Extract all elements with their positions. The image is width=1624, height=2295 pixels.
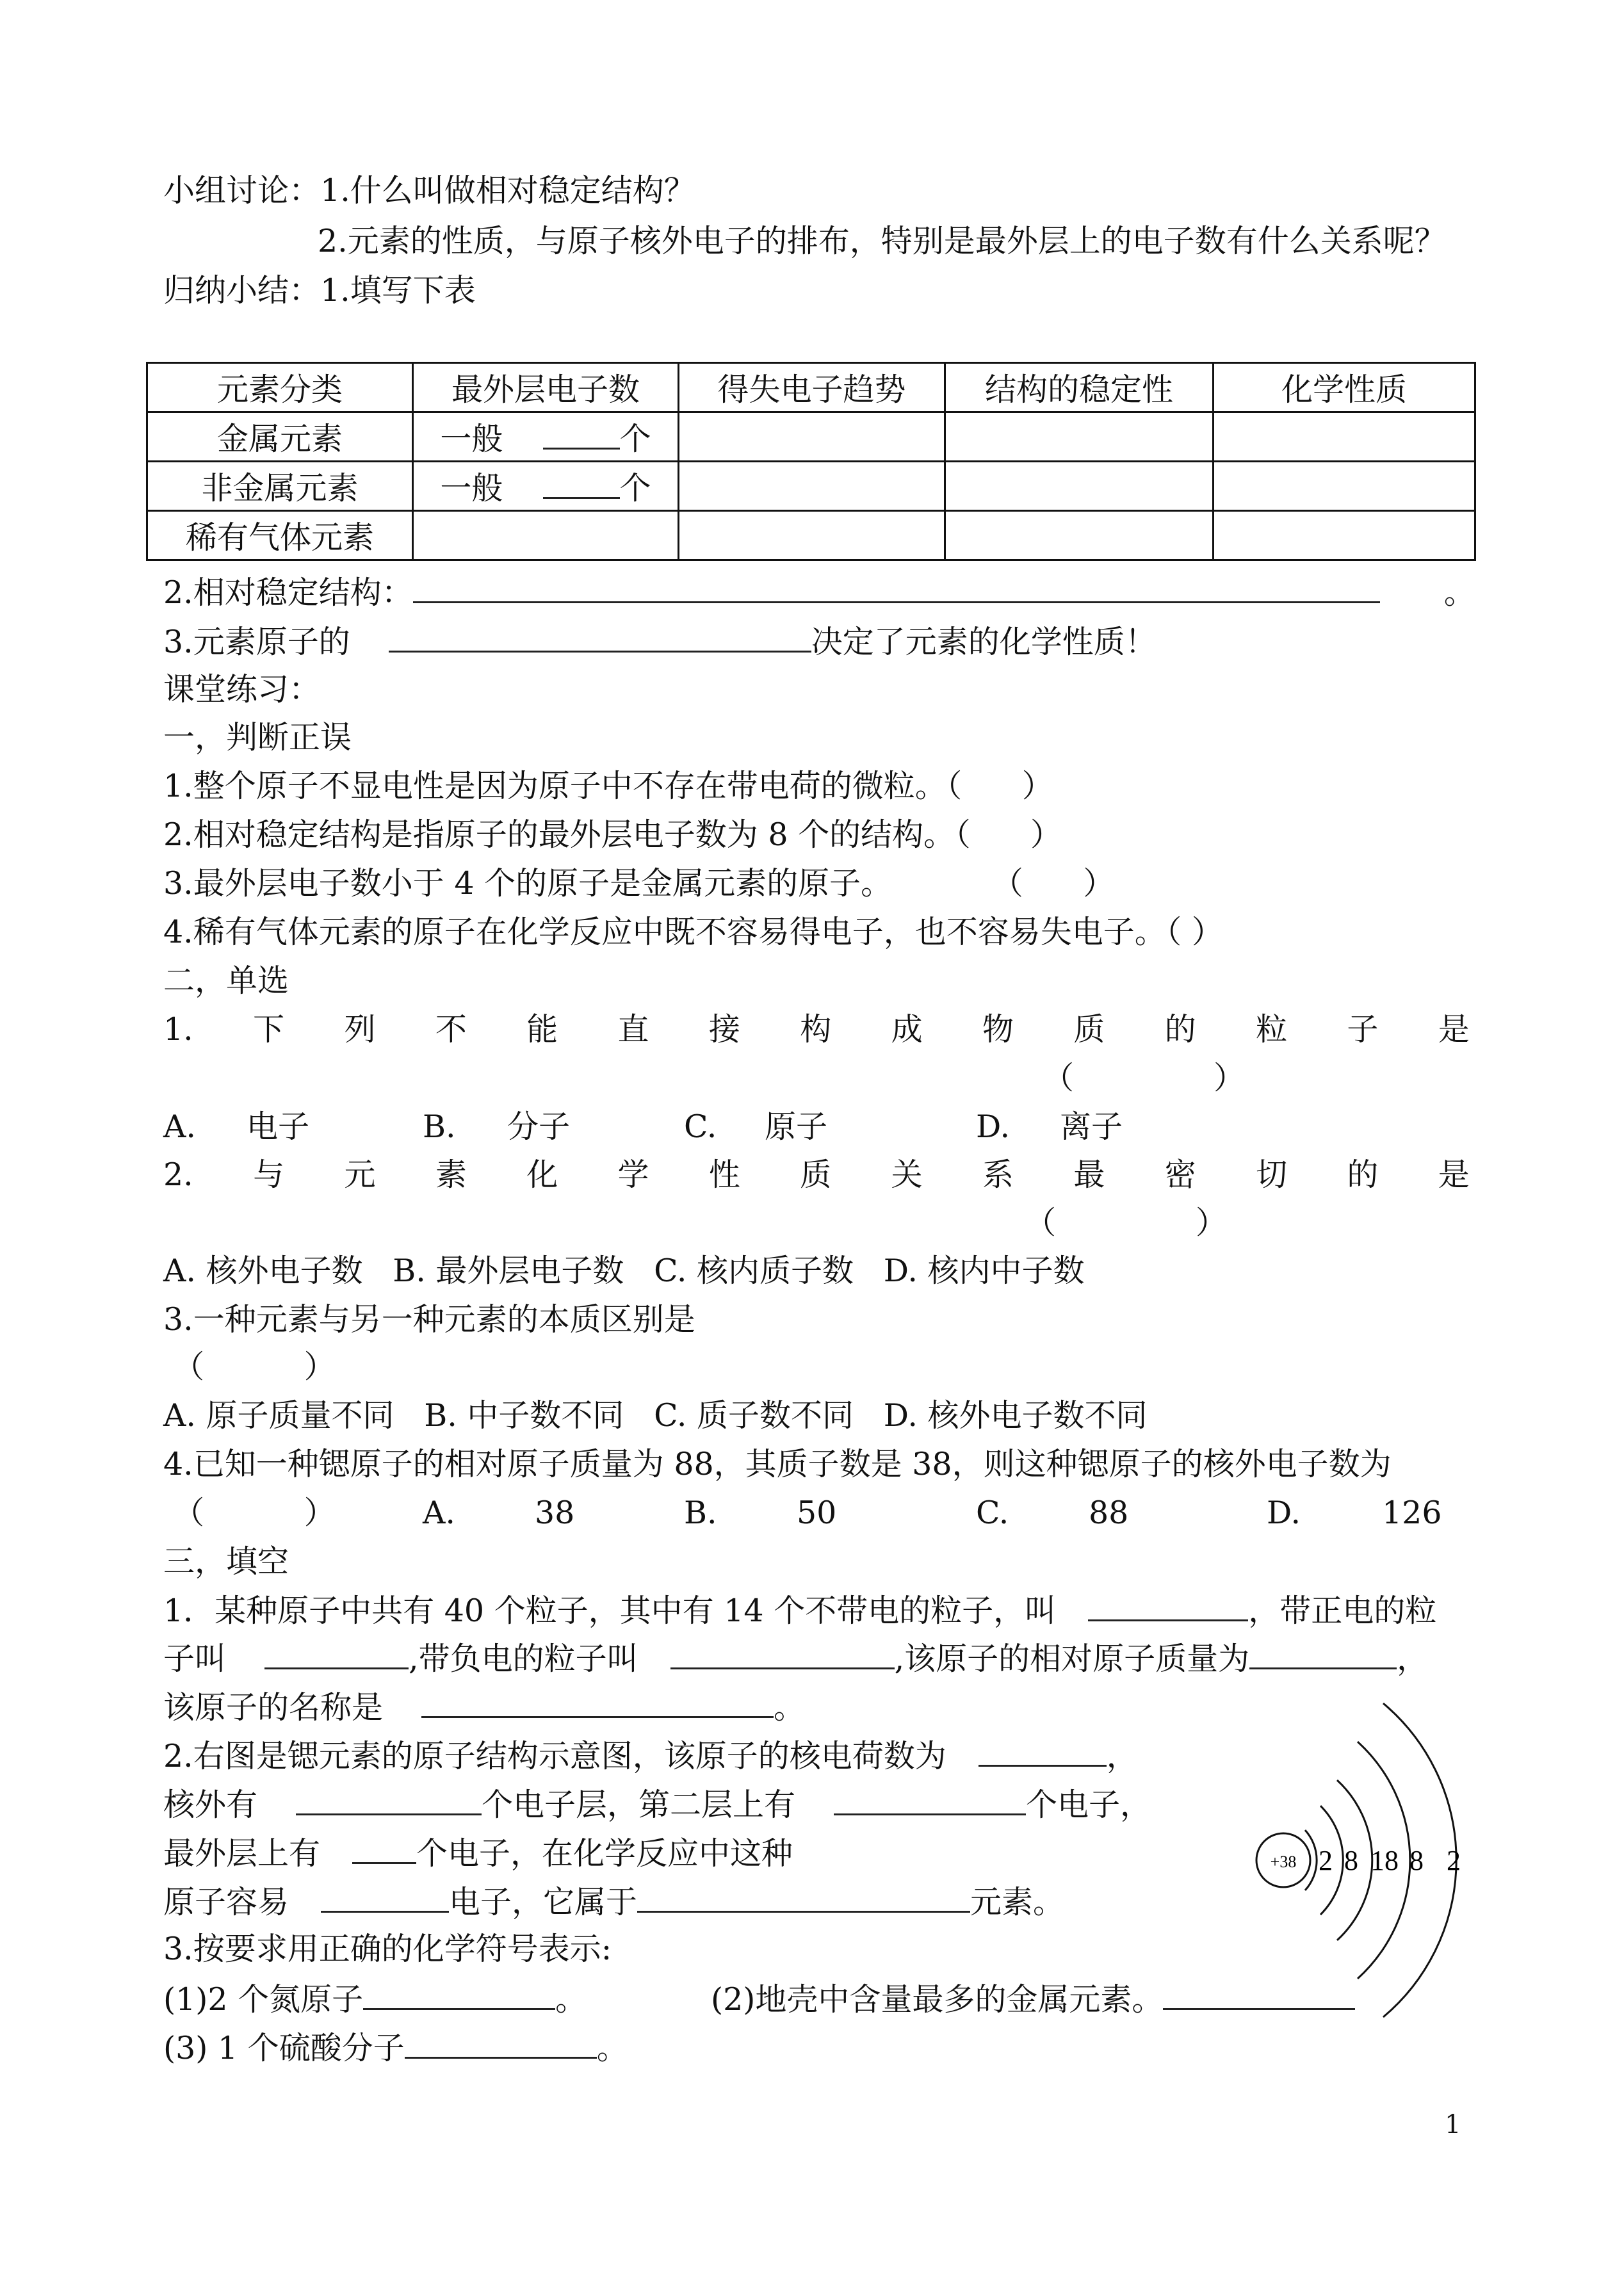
question-char: 粒 — [1256, 1011, 1288, 1048]
option-label: B. — [423, 1108, 456, 1145]
row-label: 金属元素 — [147, 412, 413, 462]
summary-heading: 归纳小结：1.填写下表 — [163, 272, 476, 309]
blank-line — [352, 1833, 416, 1864]
answer-paren: （ ） — [173, 1495, 336, 1531]
strontium-atom-diagram — [1230, 1691, 1498, 2049]
option-label: C. — [684, 1108, 717, 1145]
table-header: 得失电子趋势 — [679, 363, 945, 412]
discussion-question-2: 2.元素的性质，与原子核外电子的排布，特别是最外层上的电子数有什么关系呢？ — [318, 223, 1446, 259]
option-text: 离子 — [1060, 1108, 1123, 1145]
option-text: 原子 — [765, 1108, 828, 1145]
question-char: 化 — [526, 1156, 558, 1193]
blank-line — [834, 1784, 1026, 1815]
discussion-question-1: 1.什么叫做相对稳定结构？ — [320, 172, 695, 209]
true-false-item: 1.整个原子不显电性是因为原子中不存在带电荷的微粒。（ ） — [163, 768, 1053, 804]
shell-electron-count: 8 — [1344, 1845, 1358, 1876]
question-char: 与 — [253, 1156, 285, 1193]
section-2-title: 二，单选 — [163, 962, 289, 999]
option-text: 分子 — [507, 1108, 571, 1145]
shell-electron-count: 8 — [1409, 1845, 1424, 1876]
discussion-label: 小组讨论： — [163, 172, 321, 209]
summary-item-3: 3.元素原子的 决定了元素的化学性质！ — [163, 621, 1157, 661]
option-label: B. — [684, 1495, 717, 1531]
question-char: 学 — [617, 1156, 649, 1193]
discussion-line-1 — [163, 172, 695, 210]
blank-line — [543, 467, 620, 499]
shell-electron-count: 18 — [1370, 1845, 1399, 1876]
outer-electron-count-cell: 一般 个 — [413, 462, 679, 511]
table-cell — [679, 462, 945, 511]
question-char: 构 — [800, 1011, 832, 1048]
choice-question-3: 3.一种元素与另一种元素的本质区别是 — [163, 1301, 695, 1338]
blank-line — [543, 418, 620, 450]
blank-line — [978, 1735, 1107, 1767]
fill-question-1-line-2: 子叫 ,带负电的粒子叫 ,该原子的相对原子质量为 ， — [163, 1638, 1428, 1678]
question-char: 的 — [1164, 1011, 1196, 1048]
choice-question-2 — [163, 1156, 1470, 1194]
question-char: 子 — [1347, 1011, 1379, 1048]
question-char: 的 — [1347, 1156, 1379, 1193]
table-header-row — [147, 363, 1475, 412]
question-char: 是 — [1438, 1011, 1470, 1048]
row-label: 非金属元素 — [147, 462, 413, 511]
blank-line — [321, 1881, 449, 1913]
table-cell — [945, 462, 1214, 511]
blank-line — [264, 1638, 409, 1669]
summary-item-2: 2.相对稳定结构： 。 — [163, 572, 1475, 612]
question-char: 列 — [344, 1011, 376, 1048]
option-text: 50 — [797, 1495, 837, 1531]
table-cell — [679, 412, 945, 462]
question-char: 下 — [253, 1011, 285, 1048]
blank-line — [1088, 1590, 1248, 1621]
answer-paren: （ ） — [1025, 1204, 1228, 1241]
question-char: 质 — [800, 1156, 832, 1193]
question-char: 素 — [435, 1156, 467, 1193]
outer-electron-count-cell: 一般 个 — [413, 412, 679, 462]
fill-question-2-line-1: 2.右图是锶元素的原子结构示意图，该原子的核电荷数为 ， — [163, 1735, 1138, 1776]
section-1-title: 一，判断正误 — [163, 719, 352, 756]
option-text: 126 — [1382, 1495, 1442, 1531]
table-row — [147, 412, 1475, 462]
fill-question-3-a: (1)2 个氮原子 。 — [163, 1979, 587, 2019]
section-3-title: 三，填空 — [163, 1543, 289, 1580]
question-char: 1. — [163, 1011, 193, 1048]
blank-line — [296, 1784, 482, 1815]
option-text: 88 — [1089, 1495, 1129, 1531]
blank-line — [363, 1979, 555, 2010]
table-cell — [1214, 412, 1475, 462]
blank-line — [413, 572, 1380, 603]
question-char: 性 — [708, 1156, 740, 1193]
option-text: 38 — [535, 1495, 575, 1531]
option-label: D. — [1267, 1495, 1301, 1531]
table-cell — [945, 511, 1214, 560]
question-char: 物 — [982, 1011, 1014, 1048]
fill-question-3-title: 3.按要求用正确的化学符号表示: — [163, 1931, 612, 1967]
question-char: 密 — [1164, 1156, 1196, 1193]
table-cell — [413, 511, 679, 560]
table-row — [147, 511, 1475, 560]
question-char: 是 — [1438, 1156, 1470, 1193]
blank-line — [637, 1881, 970, 1913]
question-char: 直 — [617, 1011, 649, 1048]
choice-options: A. 原子质量不同 B. 中子数不同 C. 质子数不同 D. 核外电子数不同 — [163, 1397, 1148, 1434]
true-false-item: 4.稀有气体元素的原子在化学反应中既不容易得电子，也不容易失电子。（ ） — [163, 914, 1223, 950]
question-char: 最 — [1073, 1156, 1105, 1193]
practice-title: 课堂练习： — [163, 671, 321, 708]
option-label: D. — [976, 1108, 1011, 1145]
blank-line — [1249, 1638, 1397, 1669]
table-cell — [679, 511, 945, 560]
question-char: 关 — [891, 1156, 923, 1193]
shell-electron-count: 2 — [1447, 1845, 1461, 1876]
option-text: 电子 — [247, 1108, 310, 1145]
table-cell — [945, 412, 1214, 462]
question-char: 不 — [435, 1011, 467, 1048]
question-char: 质 — [1073, 1011, 1105, 1048]
fill-question-1-line-1: 1．某种原子中共有 40 个粒子，其中有 14 个不带电的粒子，叫 ，带正电的粒 — [163, 1590, 1436, 1630]
answer-paren: （ ） — [1043, 1060, 1246, 1096]
table-header: 元素分类 — [147, 363, 413, 412]
shell-electron-count: 2 — [1319, 1845, 1333, 1876]
question-char: 切 — [1256, 1156, 1288, 1193]
choice-question-4: 4.已知一种锶原子的相对原子质量为 88，其质子数是 38，则这种锶原子的核外电子数为 — [163, 1446, 1392, 1482]
table-header: 化学性质 — [1214, 363, 1475, 412]
table-row — [147, 462, 1475, 511]
fill-question-2-line-4: 原子容易 电子，它属于 元素。 — [163, 1881, 1064, 1922]
question-char: 成 — [891, 1011, 923, 1048]
true-false-item: 2.相对稳定结构是指原子的最外层电子数为 8 个的结构。（ ） — [163, 816, 1062, 853]
question-char: 2. — [163, 1156, 193, 1193]
true-false-item: 3.最外层电子数小于 4 个的原子是金属元素的原子。 （ ） — [163, 865, 1115, 902]
fill-question-3-c: (3) 1 个硫酸分子 。 — [163, 2027, 628, 2068]
question-char: 元 — [344, 1156, 376, 1193]
blank-line — [389, 621, 811, 653]
answer-paren: （ ） — [173, 1349, 336, 1385]
option-label: C. — [976, 1495, 1009, 1531]
option-label: A. — [163, 1108, 196, 1145]
question-char: 能 — [526, 1011, 558, 1048]
page-number: 1 — [1445, 2110, 1461, 2139]
question-char: 接 — [708, 1011, 740, 1048]
question-char: 系 — [982, 1156, 1014, 1193]
table-cell — [1214, 511, 1475, 560]
blank-line — [421, 1687, 774, 1718]
row-label: 稀有气体元素 — [147, 511, 413, 560]
choice-question-1 — [163, 1010, 1470, 1049]
fill-question-2-line-3: 最外层上有 个电子，在化学反应中这种 — [163, 1833, 793, 1873]
fill-question-3-b: (2)地壳中含量最多的金属元素。 — [711, 1979, 1355, 2019]
fill-question-1-line-3: 该原子的名称是 。 — [163, 1687, 805, 1727]
choice-options: A. 核外电子数 B. 最外层电子数 C. 核内质子数 D. 核内中子数 — [163, 1253, 1085, 1289]
nucleus-charge: +38 — [1270, 1853, 1297, 1871]
table-header: 最外层电子数 — [413, 363, 679, 412]
element-classification-table — [146, 362, 1476, 561]
table-header: 结构的稳定性 — [945, 363, 1214, 412]
blank-line — [670, 1638, 895, 1669]
fill-question-2-line-2: 核外有 个电子层，第二层上有 个电子， — [163, 1784, 1151, 1824]
table-cell — [1214, 462, 1475, 511]
option-label: A. — [423, 1495, 455, 1531]
blank-line — [405, 2027, 597, 2059]
